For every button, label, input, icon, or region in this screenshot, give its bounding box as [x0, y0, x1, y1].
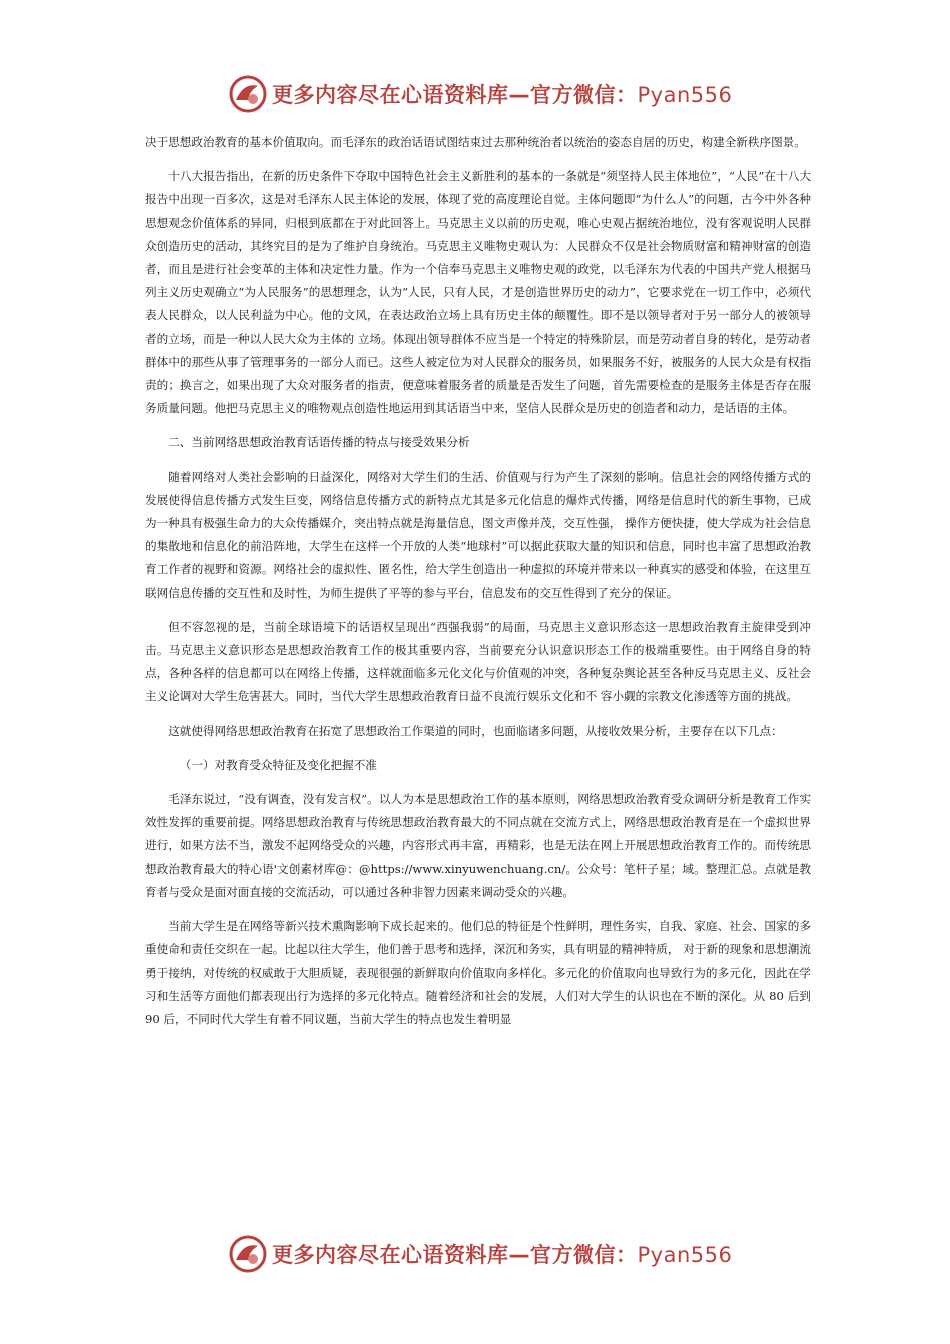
paragraph: 这就使得网络思想政治教育在拓宽了思想政治工作渠道的同时，也面临诸多问题，从接收效果分析，主要存在以下几点：: [168, 723, 783, 738]
section-heading: 二、当前网络思想政治教育话语传播的特点与接受效果分析: [168, 435, 470, 450]
paragraph: 毛泽东说过，“没有调查，没有发言权”。以人为本是思想政治工作的基本原则，网络思想政治教育受众调研分析是教育工作实效性发挥的重要前提。网络思想政治教育与传统思想政治教育最大的不同点就在交流方式上，网络思想政治教育是在一个虚拟世界进行，如果方法不当，激发不起网络受众的兴趣，内容形式再丰富，再精彩，也是无法在网上开展思想政治教育工作的。而传统思想政治教育最大的特心语'文创素材库@：@https://www.xinyuwenchuang.cn/。公众号：笔杆子星；域。整理汇总。点就是教育者与受众是面对面直接的交流活动，可以通过各种非智力因素来调动受众的兴趣。: [145, 792, 811, 899]
paragraph: 但不容忽视的是，当前全球语境下的话语权呈现出“西强我弱”的局面，马克思主义意识形态这一思想政治教育主旋律受到冲击。马克思主义意识形态是思想政治教育工作的极其重要内容，当前要充分认识意识形态工作的极端重要性。由于网络自身的特点，各种各样的信息都可以在网络上传播，这样就面临多元化文化与价值观的冲突，各种复杂舆论甚至各种反马克思主义、反社会主义论调对大学生危害甚大。同时，当代大学生思想政治教育日益不良流行娱乐文化和不 容小觑的宗教文化渗透等方面的挑战。: [145, 619, 811, 704]
footer-watermark-banner: [0, 1232, 950, 1276]
paragraph: 随着网络对人类社会影响的日益深化，网络对大学生们的生活、价值观与行为产生了深刻的影响。信息社会的网络传播方式的发展使得信息传播方式发生巨变，网络信息传播方式的新特点尤其是多元化信息的爆炸式传播，网络是信息时代的新生事物，已成为一种具有极强生命力的大众传播媒介，突出特点就是海量信息，图文声像并茂，交互性强， 操作方便快捷，使大学成为社会信息的集散地和信息化的前沿阵地，大学生在这样一个开放的人类“地球村”可以据此获取大量的知识和信息，同时也丰富了思想政治教育工作者的视野和资源。网络社会的虚拟性、匿名性，给大学生创造出一种虚拟的环境并带来以一种真实的感受和体验，在这里互联网信息传播的交互性和及时性，为师生提供了平等的参与平台，信息发布的交互性得到了充分的保证。: [145, 469, 811, 600]
subsection-heading: （一）对教育受众特征及变化把握不准: [179, 757, 377, 772]
paragraph: 十八大报告指出，在新的历史条件下夺取中国特色社会主义新胜利的基本的一条就是“须坚持人民主体地位”，“人民”在十八大报告中出现一百多次，这是对毛泽东人民主体论的发展，体现了党的高度理论自觉。主体问题即“为什么人”的问题，古今中外各种思想观念价值体系的异同，归根到底都在于对此回答上。马克思主义以前的历史观，唯心史观占据统治地位，没有客观说明人民群众创造历史的活动，其终究目的是为了维护自身统治。马克思主义唯物史观认为：人民群众不仅是社会物质财富和精神财富的创造者，而且是进行社会变革的主体和决定性力量。作为一个信奉马克思主义唯物史观的政党，以毛泽东为代表的中国共产党人根据马列主义历史观确立“为人民服务”的思想理念，认为“人民，只有人民，才是创造世界历史的动力”，它要求党在一切工作中，必须代表人民群众，以人民利益为中心。他的文风，在表达政治立场上具有历史主体的颠覆性。即不是以领导者对于另一部分人的被领导者的立场，而是一种以人民大众为主体的 立场。体现出领导群体不应当是一个特定的特殊阶层，而是劳动者自身的转化，是劳动者群体中的那些从事了管理事务的一部分人而已。这些人被定位为对人民群众的服务员，如果服务不好，被服务的人民大众是有权指责的；换言之，如果出现了大众对服务者的指责，便意味着服务者的质量是否发生了问题，首先需要检查的是服务主体是否存在服务质量问题。他把马克思主义的唯物观点创造性地运用到其话语当中来，坚信人民群众是历史的创造者和动力，是话语的主体。: [145, 169, 811, 416]
brand-logo-icon: [228, 1234, 268, 1274]
paragraph: 决于思想政治教育的基本价值取向。而毛泽东的政治话语试图结束过去那种统治者以统治的姿态自居的历史，构建全新秩序图景。: [145, 135, 806, 149]
watermark-text: 更多内容尽在心语资料库—官方微信：Pyan556: [272, 83, 733, 107]
watermark-text: 更多内容尽在心语资料库—官方微信：Pyan556: [272, 1243, 733, 1267]
paragraph: 当前大学生是在网络等新兴技术熏陶影响下成长起来的。他们总的特征是个性鲜明，理性务实，自我、家庭、社会、国家的多重使命和责任交织在一起。比起以往大学生，他们善于思考和选择，深沉和务实，具有明显的精神特质， 对于新的现象和思想潮流勇于接纳，对传统的权威敢于大胆质疑，表现很强的新鲜取向价值取向多样化。多元化的价值取向也导致行为的多元化，因此在学习和生活等方面他们都表现出行为选择的多元化特点。随着经济和社会的发展，人们对大学生的认识也在不断的深化。从 80 后到 90 后，不同时代大学生有着不同议题，当前大学生的特点也发生着明显: [145, 919, 811, 1026]
wechat-id: Pyan556: [637, 83, 733, 107]
document-body: [145, 131, 811, 1042]
wechat-id: Pyan556: [637, 1243, 733, 1267]
brand-logo-icon: [228, 74, 268, 114]
header-watermark-banner: [0, 72, 950, 116]
